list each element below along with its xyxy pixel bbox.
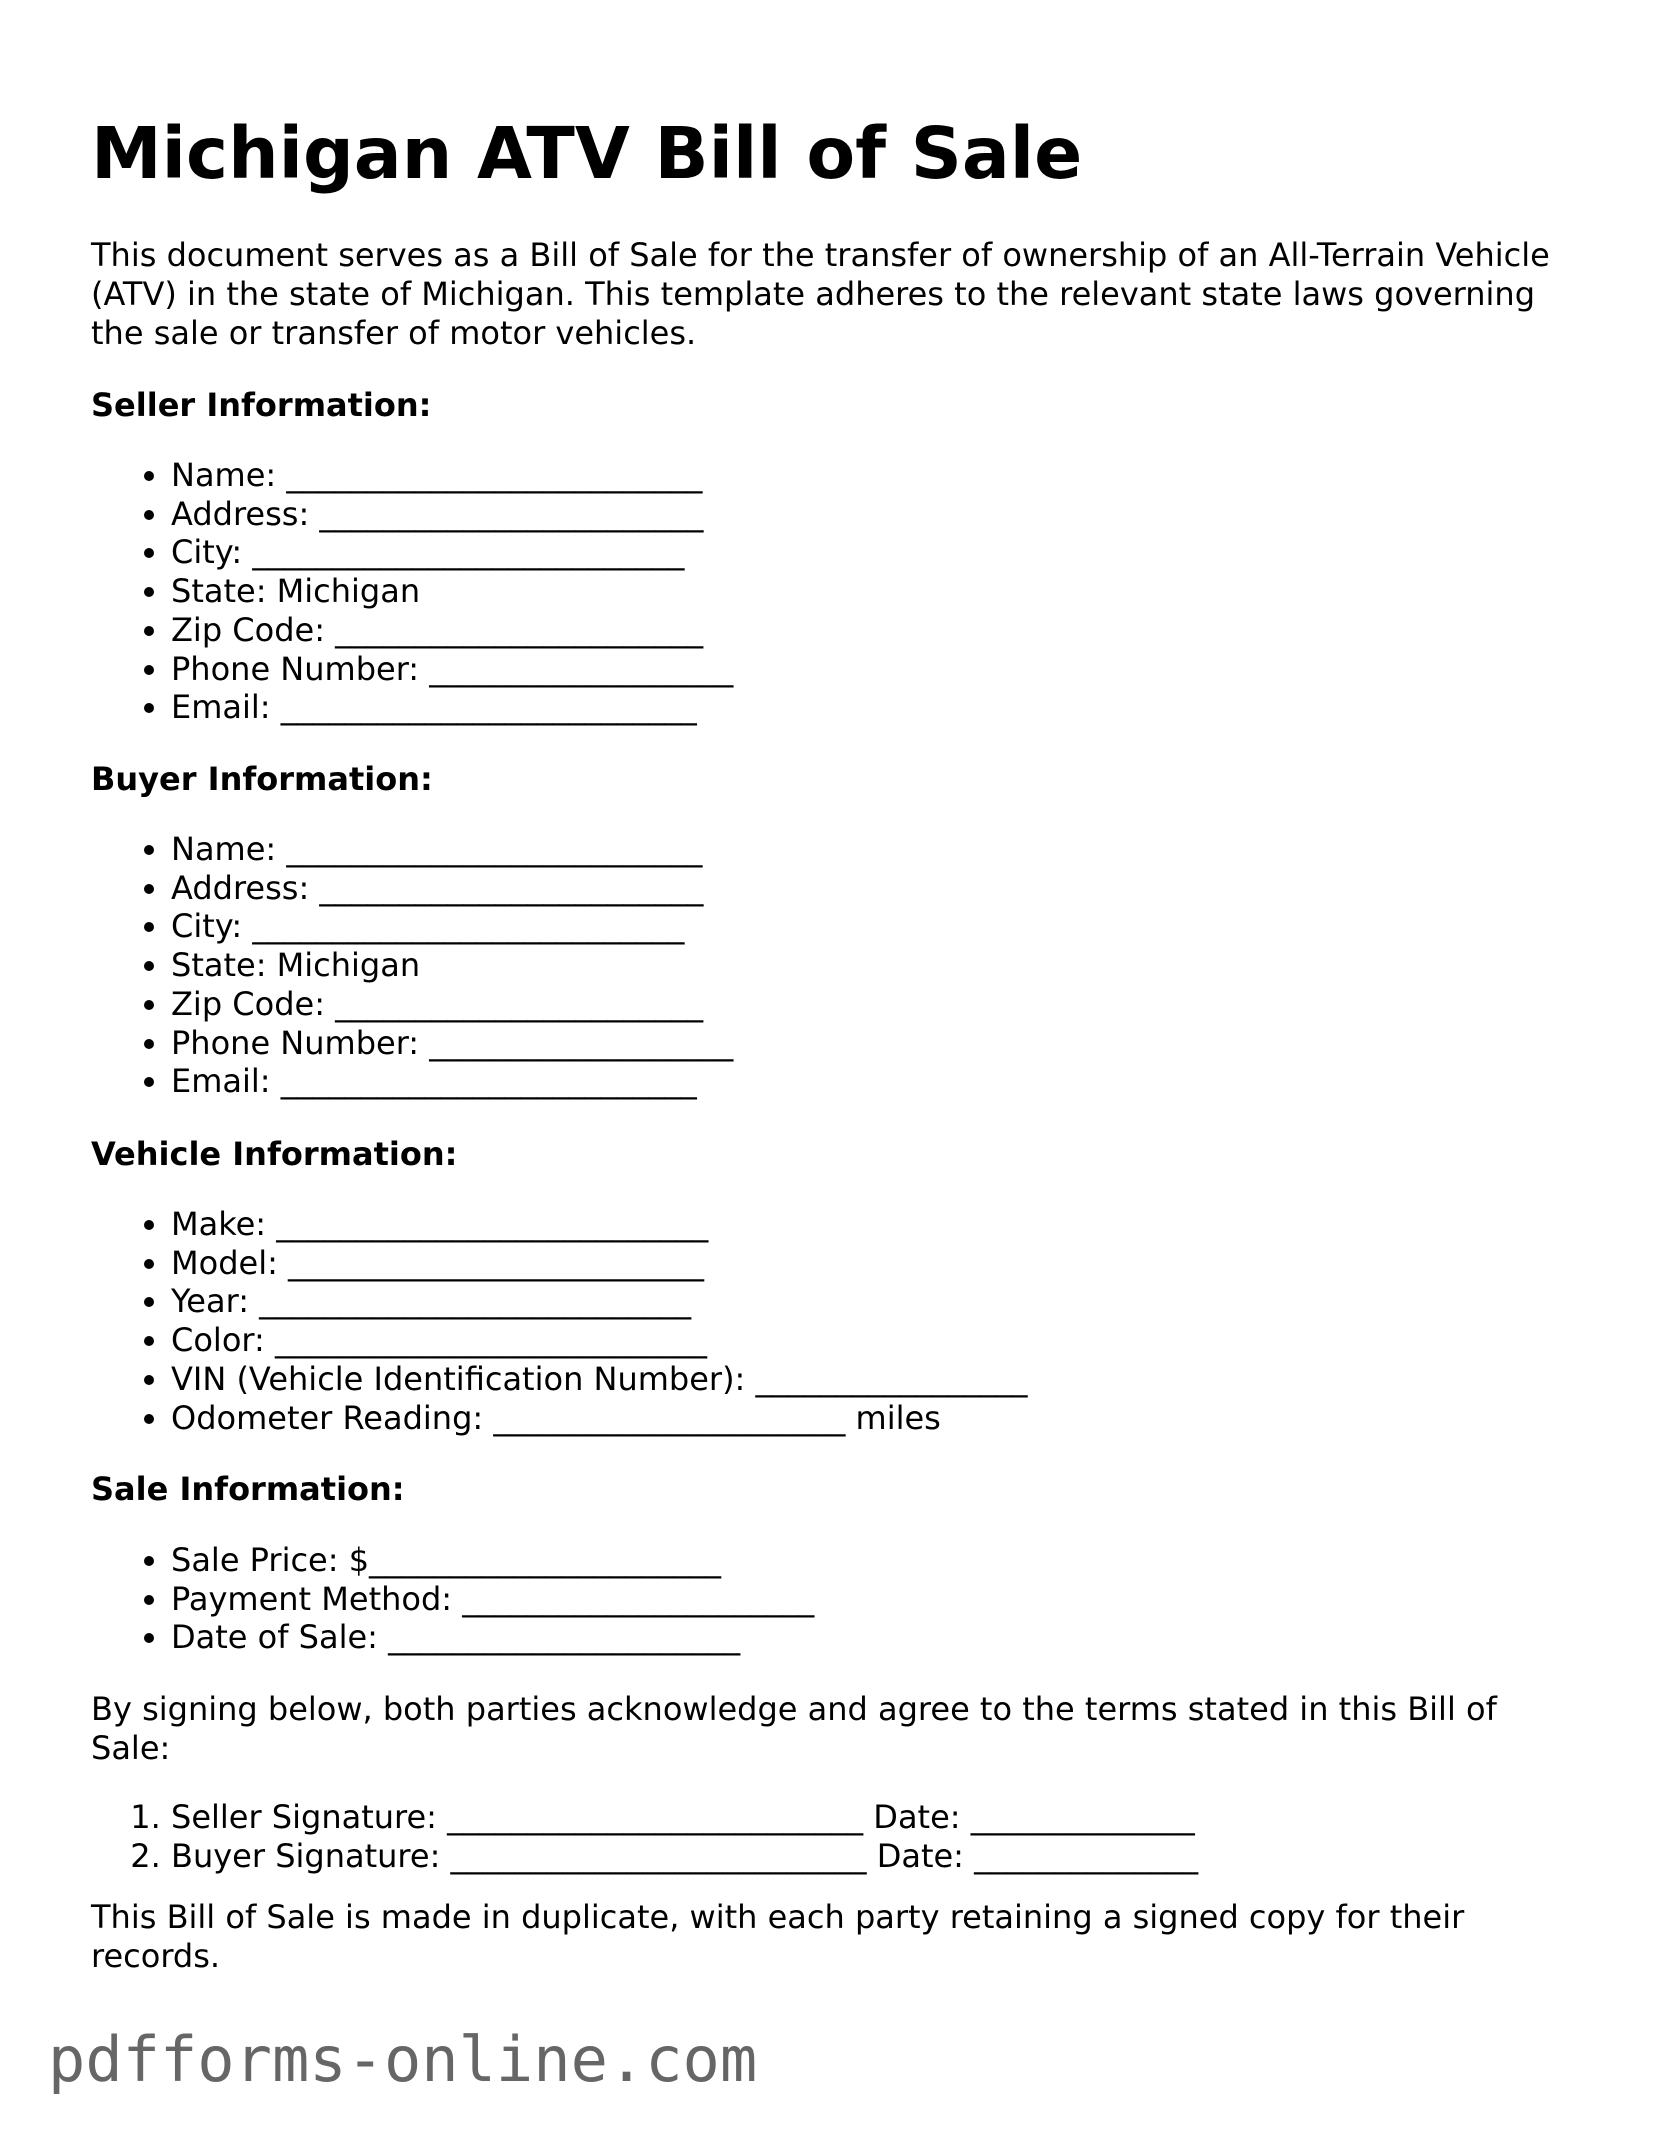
buyer-name-field: • Name: __________________________ [171, 830, 733, 869]
vehicle-heading: Vehicle Information: [91, 1135, 458, 1173]
seller-email-field: • Email: __________________________ [171, 688, 733, 727]
buyer-heading: Buyer Information: [91, 760, 433, 798]
buyer-email-field: • Email: __________________________ [171, 1062, 733, 1101]
date-of-sale-field: • Date of Sale: ______________________ [171, 1618, 814, 1657]
sale-heading: Sale Information: [91, 1470, 405, 1508]
sale-fields-list [91, 1541, 814, 1657]
buyer-signature-line: 2. Buyer Signature: __________________________ Date: ______________ [171, 1837, 1198, 1876]
document-title: Michigan ATV Bill of Sale [91, 112, 1083, 195]
signature-intro: By signing below, both parties acknowledge and agree to the terms stated in this Bill of Sale: [91, 1690, 1497, 1767]
seller-phone-field: • Phone Number: ___________________ [171, 650, 733, 689]
seller-state-field: • State: Michigan [171, 572, 733, 611]
vehicle-make-field: • Make: ___________________________ [171, 1205, 1028, 1244]
vehicle-year-field: • Year: ___________________________ [171, 1282, 1028, 1321]
vehicle-color-field: • Color: ___________________________ [171, 1321, 1028, 1360]
buyer-phone-field: • Phone Number: ___________________ [171, 1024, 733, 1063]
payment-method-field: • Payment Method: ______________________ [171, 1580, 814, 1619]
seller-heading: Seller Information: [91, 386, 432, 424]
vehicle-odometer-field: • Odometer Reading: ______________________ miles [171, 1399, 1028, 1438]
vehicle-model-field: • Model: __________________________ [171, 1244, 1028, 1283]
buyer-fields-list [91, 830, 733, 1101]
vehicle-vin-field: • VIN (Vehicle Identification Number): _________________ [171, 1360, 1028, 1399]
buyer-address-field: • Address: ________________________ [171, 869, 733, 908]
vehicle-fields-list [91, 1205, 1028, 1437]
closing-paragraph: This Bill of Sale is made in duplicate, with each party retaining a signed copy for their records. [91, 1898, 1465, 1975]
intro-paragraph: This document serves as a Bill of Sale for the transfer of ownership of an All-Terrain Vehicle (ATV) in the state of Michigan. This template adheres to the relevant state laws governing the sale or transfer of motor vehicles. [91, 236, 1550, 352]
signature-list [91, 1798, 1198, 1875]
seller-fields-list [91, 456, 733, 727]
seller-city-field: • City: ___________________________ [171, 533, 733, 572]
site-watermark: pdfforms-online.com [48, 2023, 758, 2096]
sale-price-field: • Sale Price: $______________________ [171, 1541, 814, 1580]
seller-name-field: • Name: __________________________ [171, 456, 733, 495]
buyer-zip-field: • Zip Code: _______________________ [171, 985, 733, 1024]
seller-zip-field: • Zip Code: _______________________ [171, 611, 733, 650]
buyer-state-field: • State: Michigan [171, 946, 733, 985]
seller-signature-line: 1. Seller Signature: __________________________ Date: ______________ [171, 1798, 1198, 1837]
seller-address-field: • Address: ________________________ [171, 495, 733, 534]
buyer-city-field: • City: ___________________________ [171, 907, 733, 946]
